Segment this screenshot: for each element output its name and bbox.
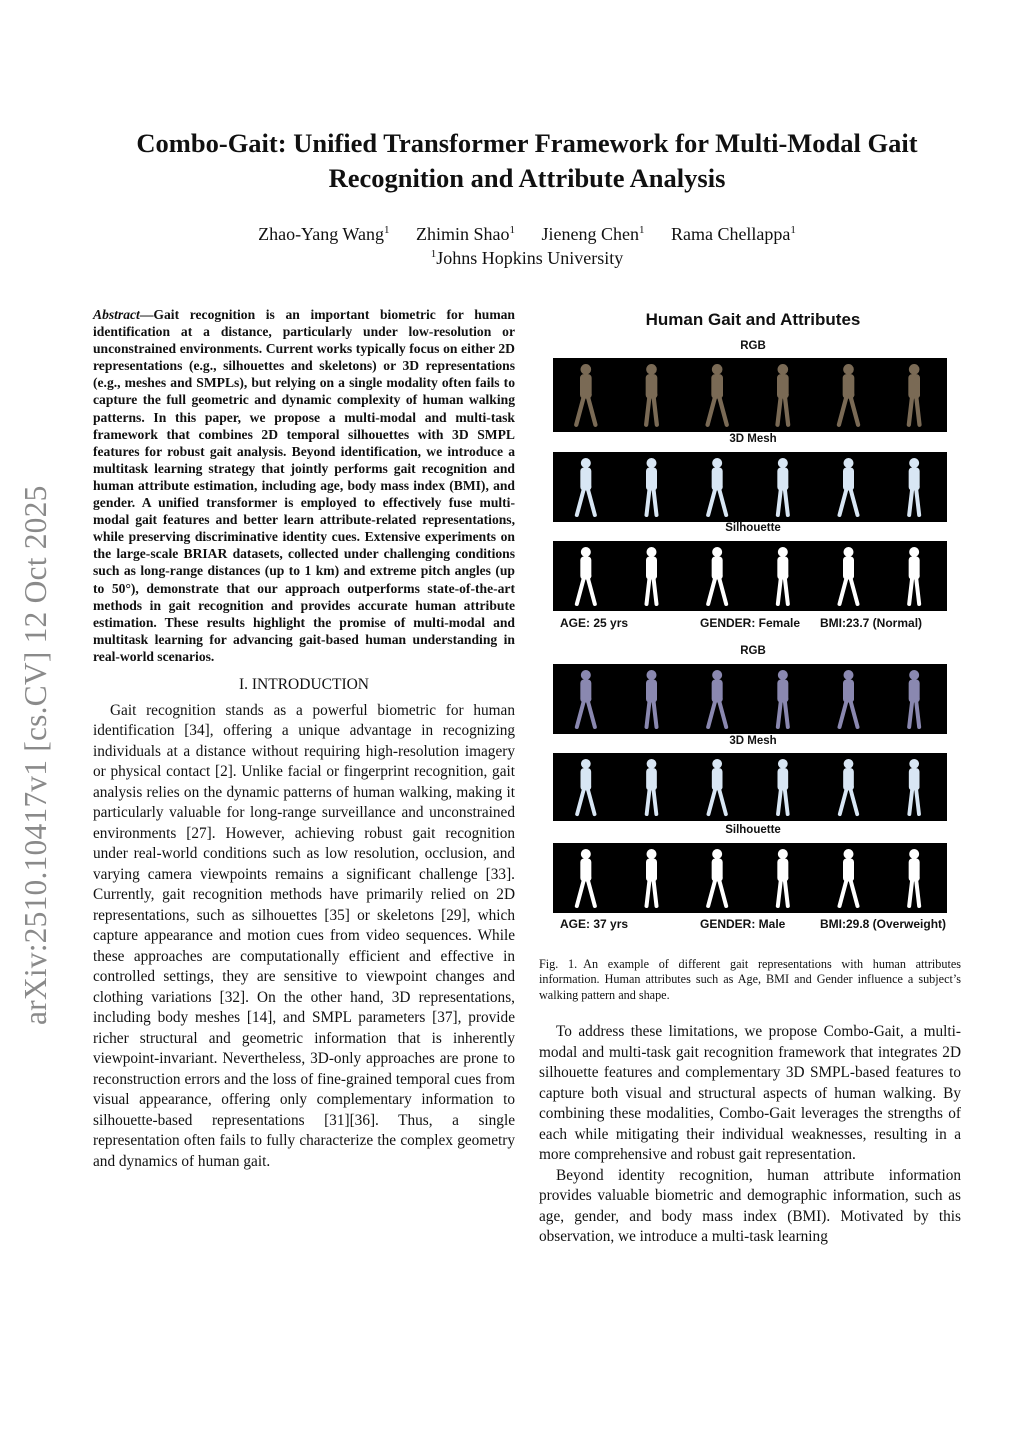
author-list <box>60 222 994 246</box>
affiliation-mark: 1 <box>430 248 437 260</box>
silhouette-strip-subject-2 <box>553 843 947 913</box>
rgb-label-subject-1: RGB <box>740 340 766 352</box>
walking-figure <box>778 850 788 907</box>
title-line-2: Recognition and Attribute Analysis <box>328 163 726 193</box>
author-affiliation-mark: 1 <box>790 224 796 236</box>
mesh-label-subject-2: 3D Mesh <box>729 735 777 747</box>
mesh-label-subject-1: 3D Mesh <box>729 433 777 445</box>
bmi-value: BMI:29.8 (Overweight) <box>820 917 947 931</box>
walking-figure <box>708 548 726 605</box>
author-name: Zhimin Shao <box>415 224 510 244</box>
figure-caption <box>539 957 961 1003</box>
walking-figure <box>909 365 920 425</box>
walking-figure <box>708 850 726 907</box>
abstract-dash: — <box>139 307 154 322</box>
walking-figure <box>577 459 595 516</box>
walking-figure <box>778 548 788 605</box>
author-affiliation-mark: 1 <box>509 224 515 236</box>
author <box>416 222 515 246</box>
walking-figure <box>839 365 858 425</box>
silhouette-strip-subject-1 <box>553 541 947 611</box>
rgb-strip-subject-2 <box>553 664 947 734</box>
mesh-strip-subject-1 <box>553 452 947 522</box>
section-heading-introduction: I. INTRODUCTION <box>238 675 369 693</box>
paper-title <box>60 126 994 196</box>
walking-figure <box>778 365 789 425</box>
affiliation-name: Johns Hopkins University <box>436 248 624 268</box>
walking-figure <box>576 365 595 425</box>
author-name: Rama Chellappa <box>670 224 791 244</box>
walking-figure <box>909 671 919 728</box>
intro-paragraph-2: To address these limitations, we propose Combo-Gait, a multi-modal and multi-task gait recognition framework that integrates 2D silhouette features and complementary 3D SMPL-based features to capture both visual and structural aspects of human walking. By combining these modalities, Combo-Gait leverages the strengths of each while mitigating their individual weaknesses, resulting in a more comprehensive and robust gait representation. <box>539 1023 961 1163</box>
walking-figure <box>577 671 595 728</box>
author-affiliation-mark: 1 <box>383 224 390 236</box>
bmi-value: BMI:23.7 (Normal) <box>820 616 923 630</box>
silhouette-label-subject-2: Silhouette <box>725 824 781 836</box>
right-column <box>539 1022 961 1248</box>
author <box>671 222 796 246</box>
rgb-label-subject-2: RGB <box>740 645 766 657</box>
walking-figure <box>647 459 657 516</box>
abstract-text: Gait recognition is an important biometric for human identification at a distance, particularly under low-resolution or unconstrained environments. Current works typically focus on either 2D representations (e.g., silhouettes and skeletons) or 3D representations (e.g., meshes and SMPLs), but relying on a single modality often fails to capture the full geometric and dynamic complexity of human walking patterns. In this paper, we propose a multi-modal and multi-task framework that combines 2D temporal silhouettes with 3D SMPL features for robust gait analysis. Beyond identification, we introduce a multitask learning strategy that jointly performs gait recognition and human attribute estimation, including age, body mass index (BMI), and gender. A unified transformer is employed to effectively fuse multi-modal gait features and better learn attribute-related representations, while preserving discriminative identity cues. Extensive experiments on the large-scale BRIAR datasets, collected under challenging conditions such as long-range distances (up to 1 km) and extreme pitch angles (up to 50°), demonstrate that our approach outperforms state-of-the-art methods in gait recognition and provides accurate human attribute estimation. These results highlight the promise of multi-modal and multitask learning for advancing gait-based human understanding in real-world scenarios. <box>93 307 515 664</box>
walking-figure <box>840 548 858 605</box>
walking-figure <box>840 671 858 728</box>
walking-figure <box>646 365 657 425</box>
author-name: Jieneng Chen <box>541 224 639 244</box>
gender-value: GENDER: Female <box>700 616 801 630</box>
abstract-label: Abstract <box>93 307 140 322</box>
abstract <box>93 306 515 665</box>
walking-figure <box>909 759 919 814</box>
figure-title: Human Gait and Attributes <box>645 310 861 329</box>
walking-figure <box>708 459 726 516</box>
author <box>258 222 389 246</box>
walking-figure <box>840 850 858 907</box>
caption-label: Fig. 1. <box>539 957 578 971</box>
mesh-strip-subject-2 <box>553 753 947 821</box>
caption-text: An example of different gait representations with human attributes information. Human attributes such as Age, BMI and Gender influence a subject’s walking pattern and shape. <box>539 957 961 1002</box>
walking-figure <box>909 459 919 516</box>
walking-figure <box>778 459 788 516</box>
gender-value: GENDER: Male <box>700 917 786 931</box>
walking-figure <box>577 759 594 814</box>
walking-figure <box>708 759 725 814</box>
silhouette-label-subject-1: Silhouette <box>725 522 781 534</box>
walking-figure <box>778 759 788 814</box>
author-affiliation-mark: 1 <box>638 224 645 236</box>
title-line-1: Combo-Gait: Unified Transformer Framework for Multi-Modal Gait <box>136 128 918 158</box>
walking-figure <box>647 548 657 605</box>
author-name: Zhao-Yang Wang <box>258 224 384 244</box>
affiliation <box>60 246 994 270</box>
walking-figure <box>647 671 657 728</box>
left-column <box>93 306 515 1172</box>
walking-figure <box>647 759 657 814</box>
walking-figure <box>840 459 858 516</box>
walking-figure <box>577 850 595 907</box>
walking-figure <box>778 671 788 728</box>
intro-paragraph-3: Beyond identity recognition, human attribute information provides valuable biometric and demographic information, such as age, gender, and body mass index (BMI). Motivated by this observation, we introduce a multi-task learning <box>539 1166 961 1245</box>
walking-figure <box>708 365 727 425</box>
walking-figure <box>577 548 595 605</box>
figure-1 <box>553 308 953 938</box>
walking-figure <box>840 759 857 814</box>
intro-paragraph-1: Gait recognition stands as a powerful biometric for human identification [34], offering a unique advantage in recognizing individuals at a distance without requiring high-resolution imagery or physical contact [2]. Unlike facial or fingerprint recognition, gait analysis relies on the dynamic patterns of human walking, making it particularly valuable for long-range surveillance and unconstrained environments [27]. However, achieving robust gait recognition under real-world conditions such as low resolution, occlusion, and varying camera viewpoints remains a significant challenge [33]. Currently, gait recognition methods have primarily relied on 2D representations, such as silhouettes [35] or skeletons [29], which capture appearance and motion cues from video sequences. While these approaches are computationally efficient and effective in controlled settings, they are sensitive to viewpoint changes and clothing variations [32]. On the other hand, 3D representations, including body meshes [14], and SMPL parameters [37], provide richer structural and geometric information that is inherently viewpoint-invariant. Nevertheless, 3D-only approaches are prone to reconstruction errors and the loss of fine-grained temporal cues from visual appearance, offering only complementary information to silhouette-based representations [31][36]. Thus, a single representation often fails to fully characterize the complex geometry and dynamics of human gait. <box>93 701 515 1170</box>
arxiv-identifier: arXiv:2510.10417v1 [cs.CV] 12 Oct 2025 <box>18 485 53 1025</box>
age-value: AGE: 37 yrs <box>560 917 629 931</box>
walking-figure <box>909 548 919 605</box>
author <box>541 222 644 246</box>
age-value: AGE: 25 yrs <box>560 616 629 630</box>
walking-figure <box>909 850 919 907</box>
walking-figure <box>708 671 726 728</box>
rgb-strip-subject-1 <box>553 358 947 432</box>
author-block <box>60 222 994 270</box>
walking-figure <box>647 850 657 907</box>
